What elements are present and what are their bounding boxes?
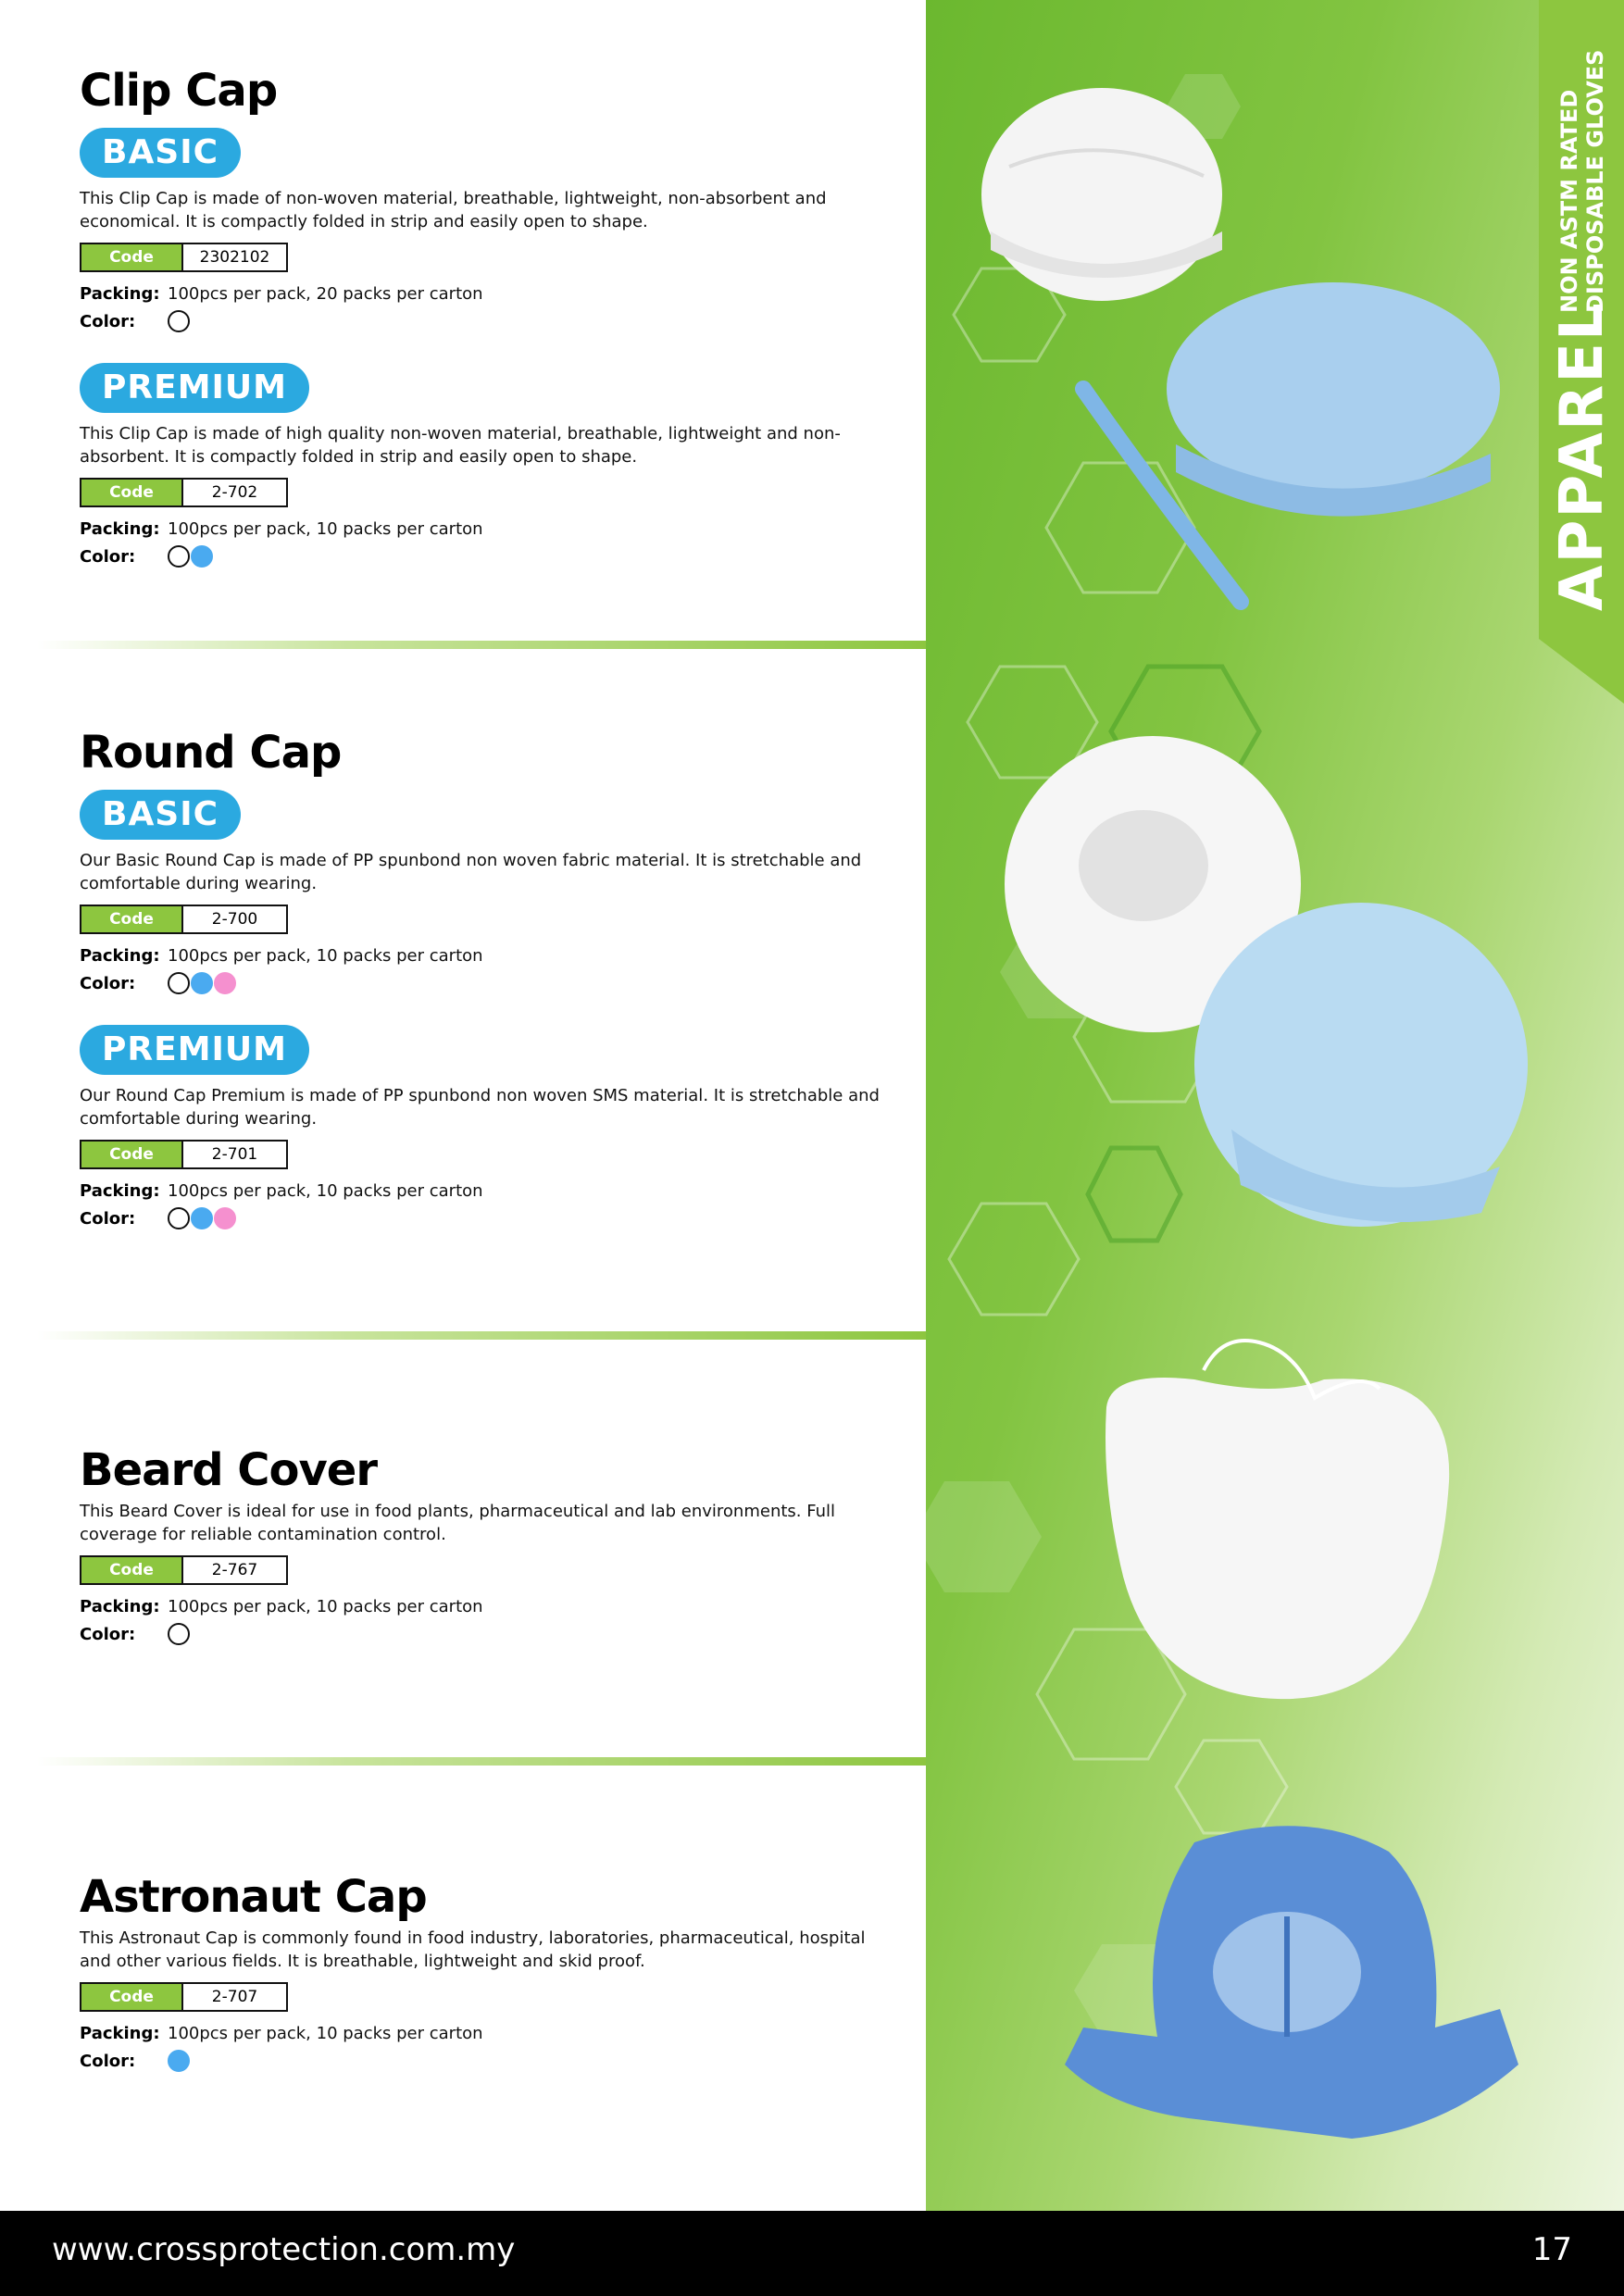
beard-cover-code: 2-767 — [183, 1557, 286, 1583]
astronaut-cap-description: This Astronaut Cap is commonly found in food industry, laboratories, pharmaceutical, hospital and other various fields. It is breathable, lightweight and skid proof. — [80, 1928, 866, 1971]
white-swatch — [168, 1623, 190, 1645]
clip-cap-blue-image — [1083, 282, 1500, 602]
section-divider — [37, 1331, 926, 1340]
clip-cap-basic-color-row — [80, 307, 894, 335]
packing-label: Packing: — [80, 2023, 160, 2043]
packing-label: Packing: — [80, 283, 160, 304]
color-label: Color: — [80, 1208, 136, 1229]
round-cap-title: Round Cap — [80, 727, 342, 779]
packing-label: Packing: — [80, 945, 160, 966]
white-swatch — [168, 545, 190, 568]
clip-cap-basic-code: 2302102 — [183, 244, 286, 270]
clip-cap-basic-packing: 100pcs per pack, 20 packs per carton — [168, 283, 483, 304]
color-label: Color: — [80, 311, 136, 331]
round-cap-basic-badge: BASIC — [80, 790, 241, 840]
round-cap-basic-code: 2-700 — [183, 906, 286, 932]
code-label: Code — [81, 1984, 183, 2010]
beard-cover-title: Beard Cover — [80, 1444, 377, 1496]
round-cap-basic-packing: 100pcs per pack, 10 packs per carton — [168, 945, 483, 966]
round-cap-basic-description: Our Basic Round Cap is made of PP spunbond non woven fabric material. It is stretchable and comfortable during wearing. — [80, 851, 862, 893]
clip-cap-premium-packing: 100pcs per pack, 10 packs per carton — [168, 518, 483, 539]
beard-cover-packing-row — [80, 1592, 894, 1620]
clip-cap-section — [80, 65, 894, 570]
footer — [0, 2211, 1624, 2296]
beard-cover-code-box — [80, 1555, 288, 1585]
astronaut-cap-code: 2-707 — [183, 1984, 286, 2010]
pink-swatch — [214, 972, 236, 994]
code-label: Code — [81, 1557, 183, 1583]
astronaut-cap-code-box — [80, 1982, 288, 2012]
round-cap-premium-color-row — [80, 1204, 894, 1232]
round-cap-basic-code-box — [80, 905, 288, 934]
round-cap-section — [80, 727, 894, 1232]
white-swatch — [168, 1207, 190, 1229]
blue-swatch — [191, 545, 213, 568]
round-cap-premium-code-box — [80, 1140, 288, 1169]
clip-cap-basic-description: This Clip Cap is made of non-woven material, breathable, lightweight, non-absorbent and economical. It is compactly folded in strip and easily open to shape. — [80, 189, 827, 231]
clip-cap-white-image — [981, 88, 1222, 301]
clip-cap-premium-swatches — [168, 545, 214, 568]
packing-label: Packing: — [80, 518, 160, 539]
beard-cover-description: This Beard Cover is ideal for use in food plants, pharmaceutical and lab environments. Full coverage for reliable contamination control. — [80, 1502, 836, 1544]
code-label: Code — [81, 1142, 183, 1167]
astronaut-cap-packing: 100pcs per pack, 10 packs per carton — [168, 2023, 483, 2043]
beard-cover-image — [1106, 1341, 1449, 1699]
color-label: Color: — [80, 2051, 136, 2071]
code-label: Code — [81, 480, 183, 505]
beard-cover-color-row — [80, 1620, 894, 1648]
astronaut-cap-packing-row — [80, 2019, 894, 2047]
beard-cover-packing: 100pcs per pack, 10 packs per carton — [168, 1596, 483, 1616]
clip-cap-premium-color-row — [80, 543, 894, 570]
section-divider — [37, 1757, 926, 1766]
beard-cover-swatches — [168, 1623, 191, 1645]
round-cap-premium-swatches — [168, 1207, 237, 1229]
blue-swatch — [191, 972, 213, 994]
code-label: Code — [81, 906, 183, 932]
round-cap-premium-packing: 100pcs per pack, 10 packs per carton — [168, 1180, 483, 1201]
astronaut-cap-swatches — [168, 2050, 191, 2072]
clip-cap-premium-description: This Clip Cap is made of high quality non-woven material, breathable, lightweight and non-absorbent. It is compactly folded in strip and easily open to shape. — [80, 424, 841, 467]
white-swatch — [168, 310, 190, 332]
side-tab-subtitle-line1: NON ASTM RATED — [1556, 89, 1582, 313]
side-tab-subtitle-line2: DISPOSABLE GLOVES — [1582, 49, 1608, 313]
pink-swatch — [214, 1207, 236, 1229]
clip-cap-basic-swatches — [168, 310, 191, 332]
clip-cap-premium-code-box — [80, 478, 288, 507]
footer-website-link[interactable]: www.crossprotection.com.my — [52, 2231, 516, 2268]
packing-label: Packing: — [80, 1180, 160, 1201]
round-cap-premium-description: Our Round Cap Premium is made of PP spunbond non woven SMS material. It is stretchable and comfortable during wearing. — [80, 1086, 880, 1129]
astronaut-cap-section — [80, 1871, 894, 2075]
code-label: Code — [81, 244, 183, 270]
color-label: Color: — [80, 1624, 136, 1644]
white-swatch — [168, 972, 190, 994]
round-cap-basic-color-row — [80, 969, 894, 997]
section-divider — [37, 641, 926, 649]
round-cap-premium-packing-row — [80, 1177, 894, 1204]
clip-cap-premium-packing-row — [80, 515, 894, 543]
round-cap-premium-badge: PREMIUM — [80, 1025, 309, 1075]
clip-cap-basic-packing-row — [80, 280, 894, 307]
round-cap-basic-swatches — [168, 972, 237, 994]
blue-swatch — [191, 1207, 213, 1229]
beard-cover-section — [80, 1444, 894, 1648]
packing-label: Packing: — [80, 1596, 160, 1616]
clip-cap-title: Clip Cap — [80, 65, 278, 117]
hexagon-background — [926, 0, 1624, 2211]
product-visual-panel — [926, 0, 1624, 2211]
blue-swatch — [168, 2050, 190, 2072]
side-tab-label — [1539, 0, 1624, 630]
clip-cap-basic-code-box — [80, 243, 288, 272]
side-tab-title: APPAREL — [1548, 301, 1617, 611]
clip-cap-premium-badge: PREMIUM — [80, 363, 309, 413]
astronaut-cap-color-row — [80, 2047, 894, 2075]
clip-cap-basic-badge: BASIC — [80, 128, 241, 178]
color-label: Color: — [80, 973, 136, 993]
round-cap-blue-image — [1194, 903, 1528, 1227]
color-label: Color: — [80, 546, 136, 567]
clip-cap-premium-code: 2-702 — [183, 480, 286, 505]
astronaut-cap-title: Astronaut Cap — [80, 1871, 427, 1923]
round-cap-premium-code: 2-701 — [183, 1142, 286, 1167]
page-number: 17 — [1531, 2231, 1572, 2268]
round-cap-basic-packing-row — [80, 942, 894, 969]
